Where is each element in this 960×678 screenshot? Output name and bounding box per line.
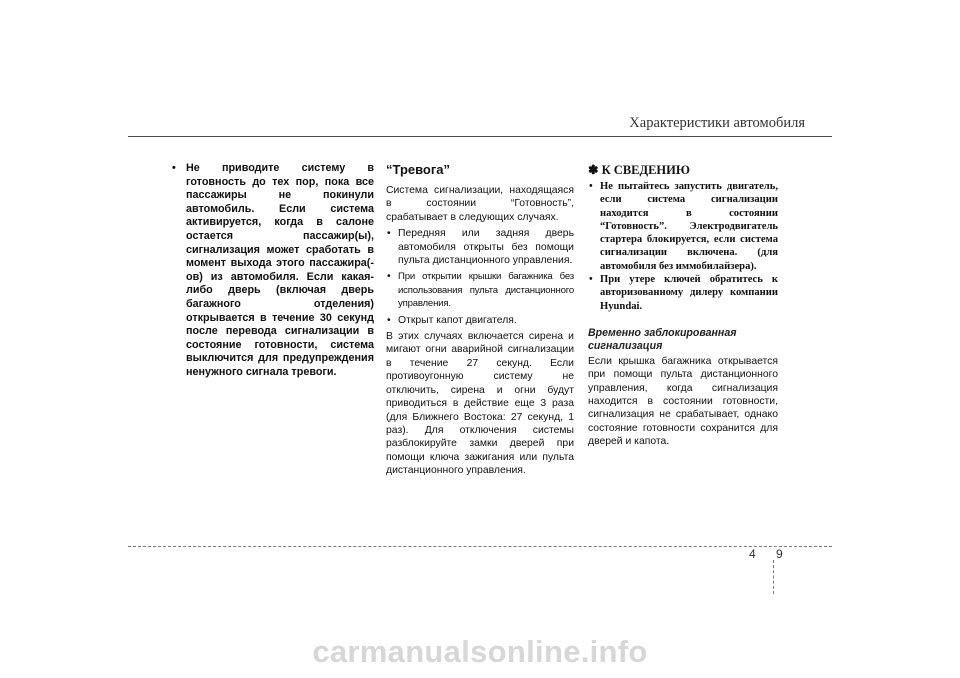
blocked-alarm-text: Если крышка багажника открывается при помощи пульта дистанционного управления, когда сигнализация находится в состоянии готовности, сигнализация не срабатывает, однако состояние готовности сохранится для дверей и капота. bbox=[588, 355, 778, 448]
alarm-intro: Система сигнализации, находящаяся в состоянии “Готовность”, срабатывает в следующих случаях. bbox=[386, 185, 574, 223]
alarm-description: В этих случаях включается сирена и мигают огни аварийной сигнализации в течение 27 секунд. Если противоугонную систему не отключить, сирена и огни будут приводиться в действие еще 3 раза (для Ближнего Востока: 27 секунд, 1 раз). Для отключения системы разблокируйте замки дверей при помощи ключа зажигания или пульта дистанционного управления. bbox=[386, 331, 574, 477]
info-item-text: Не пытайтесь запустить двигатель, если система сигнализации находится в состоянии “Готовность”. Электродвигатель стартера блокируется, если система сигнализации включена. (для автомобиля без иммобилайзера). bbox=[600, 181, 778, 272]
column-left bbox=[172, 162, 374, 383]
bullet-marker: • bbox=[387, 228, 391, 240]
page-number-value: 9 bbox=[776, 547, 783, 561]
bullet-marker: • bbox=[387, 271, 391, 283]
info-heading: ✽ К СВЕДЕНИЮ bbox=[588, 163, 690, 177]
column-right bbox=[588, 162, 778, 449]
bullet-marker: • bbox=[589, 274, 593, 286]
alarm-trigger-text: Открыт капот двигателя. bbox=[398, 314, 517, 326]
alarm-trigger-text: При открытии крышки багажника без использования пульта дистанционного управления. bbox=[398, 271, 574, 310]
header-divider bbox=[128, 136, 832, 137]
header-title: Характеристики автомобиля bbox=[629, 115, 805, 131]
warning-text: Не приводите систему в готовность до тех пор, пока все пассажиры не покинули автомобиль. Если система активируется, когда в салоне остается пассажир(ы), сигнализация может сработать в момент выхода этого пассажира(-ов) из автомобиля. Если какая-либо дверь (включая дверь багажного отделения) открывается в течение 30 секунд после перевода сигнализации в состояние готовности, система выключится для предупреждения ненужного сигнала тревоги. bbox=[186, 162, 374, 378]
bullet-marker: • bbox=[172, 162, 176, 174]
column-middle bbox=[386, 162, 574, 478]
warning-bullet-item bbox=[172, 162, 374, 380]
alarm-trigger-item bbox=[386, 314, 574, 327]
watermark: carmanualsonline.info bbox=[312, 634, 648, 669]
info-item bbox=[588, 180, 778, 273]
info-item-text: При утере ключей обратитесь к авторизованному дилеру компании Hyundai. bbox=[600, 274, 778, 312]
alarm-trigger-text: Передняя или задняя дверь автомобиля открыты без помощи пульта дистанционного управления. bbox=[398, 228, 574, 267]
bullet-marker: • bbox=[387, 314, 391, 326]
info-item bbox=[588, 273, 778, 313]
alarm-trigger-item bbox=[386, 270, 574, 310]
chapter-number: 4 bbox=[749, 547, 756, 561]
footer-divider bbox=[128, 546, 832, 547]
alarm-heading: “Тревога” bbox=[386, 162, 451, 177]
alarm-trigger-item bbox=[386, 227, 574, 267]
blocked-alarm-heading: Временно заблокированная сигнализация bbox=[588, 326, 737, 353]
bullet-marker: • bbox=[589, 181, 593, 192]
page-number-separator bbox=[773, 560, 774, 594]
